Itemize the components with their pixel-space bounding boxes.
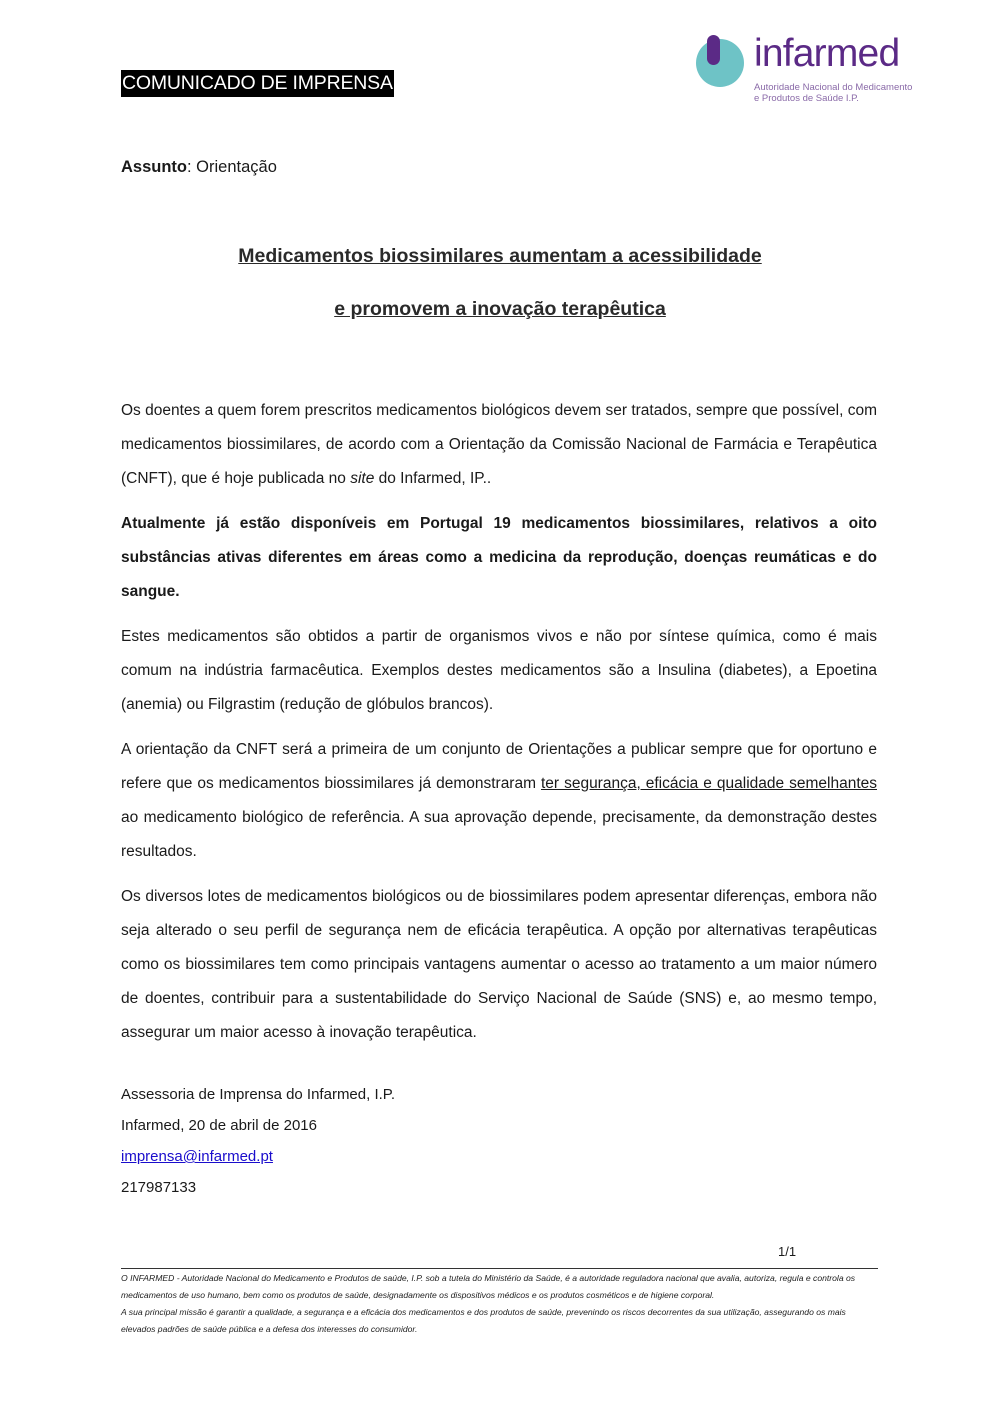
paragraph-4-text-b: ao medicamento biológico de referência. A sua aprovação depende, precisamente, da demonstração destes resultados. bbox=[121, 809, 877, 860]
logo-subtitle-line2: e Produtos de Saúde I.P. bbox=[754, 93, 859, 104]
paragraph-4-underlined: ter segurança, eficácia e qualidade semelhantes bbox=[541, 775, 877, 792]
logo-subtitle-line1: Autoridade Nacional do Medicamento bbox=[754, 82, 913, 93]
logo-wordmark: infarmed bbox=[754, 32, 900, 75]
paragraph-4-text-a: A orientação da CNFT será a primeira de um conjunto de Orientações a publicar sempre que for oportuno e refere que os medicamentos biossimilares já demonstraram bbox=[121, 741, 877, 792]
footer-text bbox=[121, 1270, 878, 1338]
footer-paragraph-1: O INFARMED - Autoridade Nacional do Medicamento e Produtos de saúde, I.P. sob a tutela do Ministério da Saúde, é a autoridade reguladora nacional que avalia, autoriza, regula e controla os medicamentos de uso humano, bem como os produtos de saúde, designadamente os dispositivos médicos e os produtos cosméticos e de higiene corporal. bbox=[121, 1273, 856, 1300]
paragraph-1-text-a: Os doentes a quem forem prescritos medicamentos biológicos devem ser tratados, sempre que possível, com medicamentos biossimilares, de acordo com a Orientação da Comissão Nacional de Farmácia e Terapêutica (CNFT), que é hoje publicada no bbox=[121, 402, 877, 487]
page-number: 1/1 bbox=[778, 1244, 797, 1259]
subject-line bbox=[121, 156, 277, 178]
contact-phone: 217987133 bbox=[121, 1179, 197, 1196]
paragraph-3: Estes medicamentos são obtidos a partir de organismos vivos e não por síntese química, como é mais comum na indústria farmacêutica. Exemplos destes medicamentos são a Insulina (diabetes), a Epoetina (anemia) ou Filgrastim (redução de glóbulos brancos). bbox=[121, 628, 877, 713]
subject-separator: : bbox=[187, 158, 197, 176]
footer-divider bbox=[121, 1268, 878, 1269]
infarmed-logo-mark-icon bbox=[694, 32, 752, 92]
contact-date: Infarmed, 20 de abril de 2016 bbox=[121, 1117, 317, 1134]
headline-line2: e promovem a inovação terapêutica bbox=[334, 298, 666, 320]
paragraph-1 bbox=[121, 394, 877, 496]
contact-email-link[interactable]: imprensa@infarmed.pt bbox=[121, 1148, 273, 1165]
body-text bbox=[121, 394, 877, 1061]
headline-line1: Medicamentos biossimilares aumentam a acessibilidade bbox=[238, 245, 762, 267]
subject-label: Assunto bbox=[121, 158, 187, 176]
logo-subtitle bbox=[754, 82, 912, 104]
paragraph-1-text-b: do Infarmed, IP.. bbox=[374, 470, 492, 487]
subject-value: Orientação bbox=[196, 158, 277, 176]
footer-paragraph-2: A sua principal missão é garantir a qualidade, a segurança e a eficácia dos medicamentos e dos produtos de saúde, prevenindo os riscos decorrentes da sua utilização, assegurando os mais elevados padrões de saúde pública e a defesa dos interesses do consumidor. bbox=[121, 1307, 846, 1334]
paragraph-2: Atualmente já estão disponíveis em Portugal 19 medicamentos biossimilares, relativos a oito substâncias ativas diferentes em áreas como a medicina da reprodução, doenças reumáticas e do sangue. bbox=[121, 515, 877, 600]
document-type-label: COMUNICADO DE IMPRENSA bbox=[121, 70, 394, 97]
paragraph-1-site: site bbox=[350, 470, 375, 487]
paragraph-5: Os diversos lotes de medicamentos biológicos ou de biossimilares podem apresentar diferenças, embora não seja alterado o seu perfil de segurança nem de eficácia terapêutica. A opção por alternativas terapêuticas como os biossimilares tem como principais vantagens aumentar o acesso ao tratamento a um maior número de doentes, contribuir para a sustentabilidade do Serviço Nacional de Saúde (SNS) e, ao mesmo tempo, assegurar um maior acesso à inovação terapêutica. bbox=[121, 888, 877, 1041]
paragraph-4 bbox=[121, 733, 877, 869]
infarmed-logo bbox=[694, 32, 924, 112]
contact-org: Assessoria de Imprensa do Infarmed, I.P. bbox=[121, 1086, 396, 1103]
contact-block bbox=[121, 1079, 395, 1203]
